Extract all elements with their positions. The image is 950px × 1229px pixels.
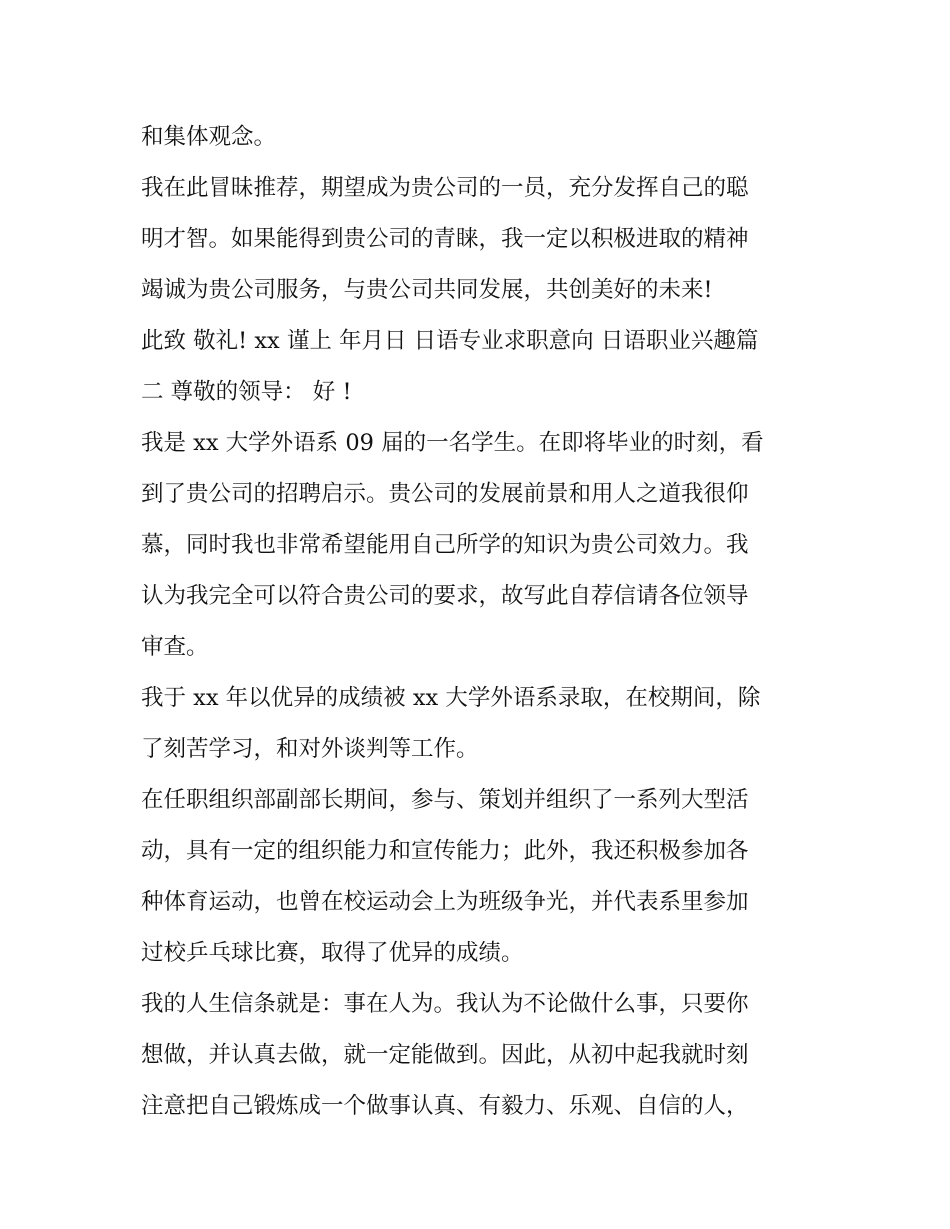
document-body	[141, 112, 821, 1132]
text-line: 过校乒乓球比赛，取得了优异的成绩。	[141, 940, 524, 966]
text-line: 二 尊敬的领导： 好 !	[141, 379, 352, 405]
text-line: 了刻苦学习，和对外谈判等工作。	[141, 736, 479, 762]
text-line: 明才智。如果能得到贵公司的青睐，我一定以积极进取的精神	[141, 226, 749, 252]
text-line: 竭诚为贵公司服务，与贵公司共同发展，共创美好的未来!	[141, 277, 713, 303]
text-line: 此致 敬礼! xx 谨上 年月日 日语专业求职意向 日语职业兴趣篇	[141, 328, 759, 354]
text-line: 种体育运动，也曾在校运动会上为班级争光，并代表系里参加	[141, 889, 749, 915]
text-line: 注意把自己锻炼成一个做事认真、有毅力、乐观、自信的人，	[141, 1093, 749, 1119]
text-line: 在任职组织部副部长期间，参与、策划并组织了一系列大型活	[141, 787, 749, 813]
text-line: 和集体观念。	[141, 124, 277, 150]
text-line: 动，具有一定的组织能力和宣传能力；此外，我还积极参加各	[141, 838, 749, 864]
text-line: 我在此冒昧推荐，期望成为贵公司的一员，充分发挥自己的聪	[141, 175, 749, 201]
text-line: 我是 xx 大学外语系 09 届的一名学生。在即将毕业的时刻，看	[141, 430, 764, 456]
text-line: 审查。	[141, 634, 209, 660]
text-line: 认为我完全可以符合贵公司的要求，故写此自荐信请各位领导	[141, 583, 749, 609]
text-line: 我于 xx 年以优异的成绩被 xx 大学外语系录取，在校期间，除	[141, 685, 761, 711]
text-line: 想做，并认真去做，就一定能做到。因此，从初中起我就时刻	[141, 1042, 749, 1068]
text-line: 慕，同时我也非常希望能用自己所学的知识为贵公司效力。我	[141, 532, 749, 558]
text-line: 我的人生信条就是：事在人为。我认为不论做什么事，只要你	[141, 991, 749, 1017]
text-line: 到了贵公司的招聘启示。贵公司的发展前景和用人之道我很仰	[141, 481, 749, 507]
